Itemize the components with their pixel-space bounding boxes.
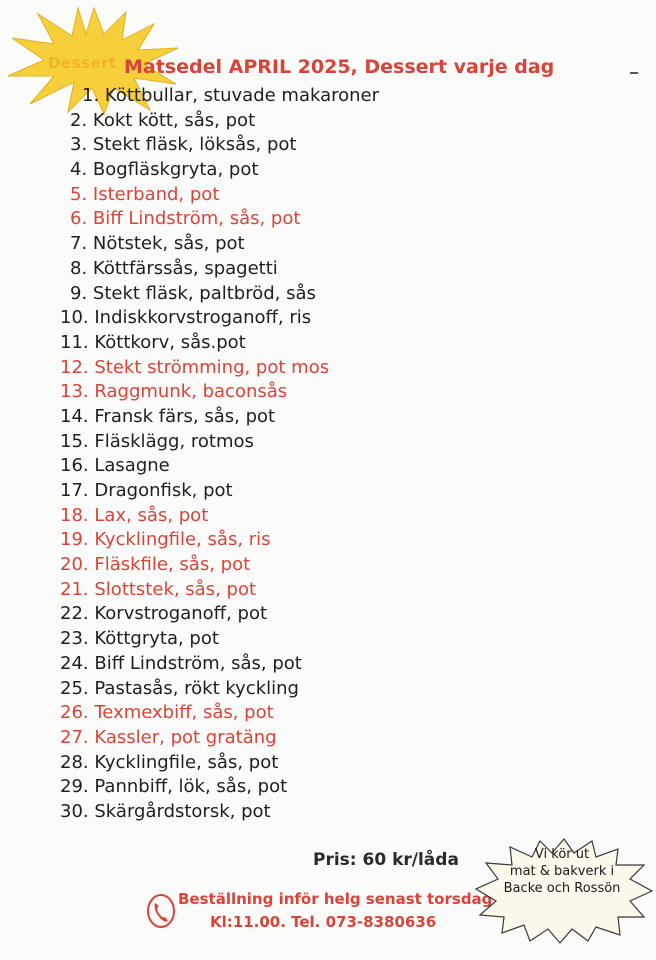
delivery-badge (474, 846, 650, 897)
delivery-line-2: mat & bakverk i (509, 864, 615, 879)
menu-item-dish: Skärgårdstorsk, pot (94, 800, 271, 822)
menu-item-dish: Köttgryta, pot (94, 628, 219, 650)
menu-item-dish: Fläskfile, sås, pot (94, 554, 251, 576)
menu-item-dish: Biff Lindström, sås, pot (94, 652, 302, 674)
menu-item (60, 158, 379, 183)
menu-item-number: 15. (60, 430, 89, 452)
menu-item-number: 6. (70, 208, 88, 230)
menu-item (60, 331, 379, 356)
menu-item-dish: Kycklingfile, sås, pot (94, 751, 279, 773)
menu-item-number: 20. (60, 554, 89, 576)
menu-item-dish: Stekt fläsk, paltbröd, sås (92, 282, 316, 304)
menu-item-number: 21. (60, 578, 89, 600)
menu-list (60, 84, 379, 825)
menu-item-dish: Isterband, pot (92, 183, 220, 205)
menu-item (60, 282, 379, 307)
menu-item-dish: Bogfläskgryta, pot (92, 159, 259, 181)
menu-item (60, 232, 379, 257)
menu-item-number: 11. (60, 331, 89, 353)
menu-item-number: 19. (60, 529, 89, 551)
order-contact: Kl:11.00. Tel. 073-8380636 (210, 913, 437, 931)
delivery-line-1: Vi kör ut (534, 847, 590, 862)
order-deadline: Beställning inför helg senast torsdag (178, 890, 493, 908)
menu-item-dish: Lax, sås, pot (94, 504, 209, 526)
menu-item (60, 751, 379, 776)
menu-item-dish: Pannbiff, lök, sås, pot (94, 776, 288, 798)
menu-item (60, 405, 379, 430)
menu-item (60, 627, 379, 652)
menu-item (60, 183, 379, 208)
menu-item-number: 3. (70, 134, 88, 156)
menu-item-dish: Köttfärssås, spagetti (92, 257, 278, 279)
menu-item (60, 84, 379, 109)
menu-item-number: 29. (60, 776, 89, 798)
menu-item-number: 30. (60, 800, 89, 822)
menu-item (60, 677, 379, 702)
menu-item-number: 14. (60, 405, 89, 427)
menu-item-number: 26. (60, 702, 89, 724)
menu-item-number: 24. (60, 652, 89, 674)
menu-item (60, 652, 379, 677)
menu-item-dish: Slottstek, sås, pot (94, 578, 257, 600)
menu-item (60, 775, 379, 800)
menu-item-dish: Stekt strömming, pot mos (94, 356, 330, 378)
menu-item (60, 109, 379, 134)
menu-item-dish: Korvstroganoff, pot (94, 603, 268, 625)
menu-item (60, 504, 379, 529)
menu-item-number: 27. (60, 726, 89, 748)
menu-item-number: 18. (60, 504, 89, 526)
menu-item-dish: Fransk färs, sås, pot (94, 405, 276, 427)
menu-item (60, 479, 379, 504)
menu-item (60, 430, 379, 455)
menu-item-dish: Indiskkorvstroganoff, ris (94, 307, 312, 329)
menu-item-dish: Nötstek, sås, pot (92, 233, 245, 255)
menu-item-dish: Biff Lindström, sås, pot (92, 208, 301, 230)
menu-item-dish: Lasagne (94, 455, 170, 477)
menu-item-number: 12. (60, 356, 89, 378)
burst-text: Dessert (48, 54, 117, 72)
menu-item-number: 13. (60, 381, 89, 403)
menu-item-dish: Texmexbiff, sås, pot (94, 702, 274, 724)
menu-item-dish: Dragonfisk, pot (94, 480, 233, 501)
menu-item-dish: Kassler, pot gratäng (94, 726, 277, 748)
menu-item-number: 5. (70, 183, 88, 205)
menu-item-number: 23. (60, 628, 89, 650)
menu-item-number: 7. (70, 233, 88, 255)
delivery-line-3: Backe och Rossön (503, 881, 621, 896)
menu-item (60, 602, 379, 627)
menu-item-number: 1. (82, 85, 100, 106)
menu-item-dish: Köttkorv, sås.pot (94, 331, 246, 353)
menu-item-number: 25. (60, 677, 89, 699)
menu-item-dish: Stekt fläsk, löksås, pot (92, 134, 297, 156)
price-label: Pris: 60 kr/låda (313, 850, 459, 870)
menu-item (60, 306, 379, 331)
menu-item (60, 356, 379, 381)
menu-item-dish: Köttbullar, stuvade makaroner (104, 85, 380, 106)
menu-item-number: 8. (70, 257, 88, 279)
margin-mark (630, 72, 638, 74)
menu-item (60, 701, 379, 726)
phone-icon (146, 893, 176, 929)
menu-item (60, 726, 379, 751)
menu-item-number: 16. (60, 455, 89, 477)
menu-item-dish: Pastasås, rökt kyckling (94, 677, 299, 699)
menu-item-number: 2. (70, 109, 88, 131)
page-title: Matsedel APRIL 2025, Dessert varje dag (124, 56, 555, 78)
menu-item-dish: Kycklingfile, sås, ris (94, 529, 271, 551)
menu-item (60, 207, 379, 232)
menu-item (60, 454, 379, 479)
menu-item-number: 22. (60, 603, 89, 625)
menu-item (60, 578, 379, 603)
menu-item (60, 380, 379, 405)
menu-item-dish: Fläsklägg, rotmos (94, 430, 254, 452)
menu-item-number: 17. (60, 480, 89, 501)
menu-item-number: 9. (70, 282, 88, 304)
menu-item (60, 800, 379, 825)
menu-item (60, 257, 379, 282)
menu-item (60, 133, 379, 158)
menu-item (60, 553, 379, 578)
menu-item-number: 10. (60, 307, 89, 329)
menu-item-number: 28. (60, 751, 89, 773)
menu-item (60, 528, 379, 553)
menu-item-dish: Raggmunk, baconsås (94, 381, 288, 403)
menu-item-dish: Kokt kött, sås, pot (92, 109, 256, 131)
menu-item-number: 4. (70, 159, 88, 181)
